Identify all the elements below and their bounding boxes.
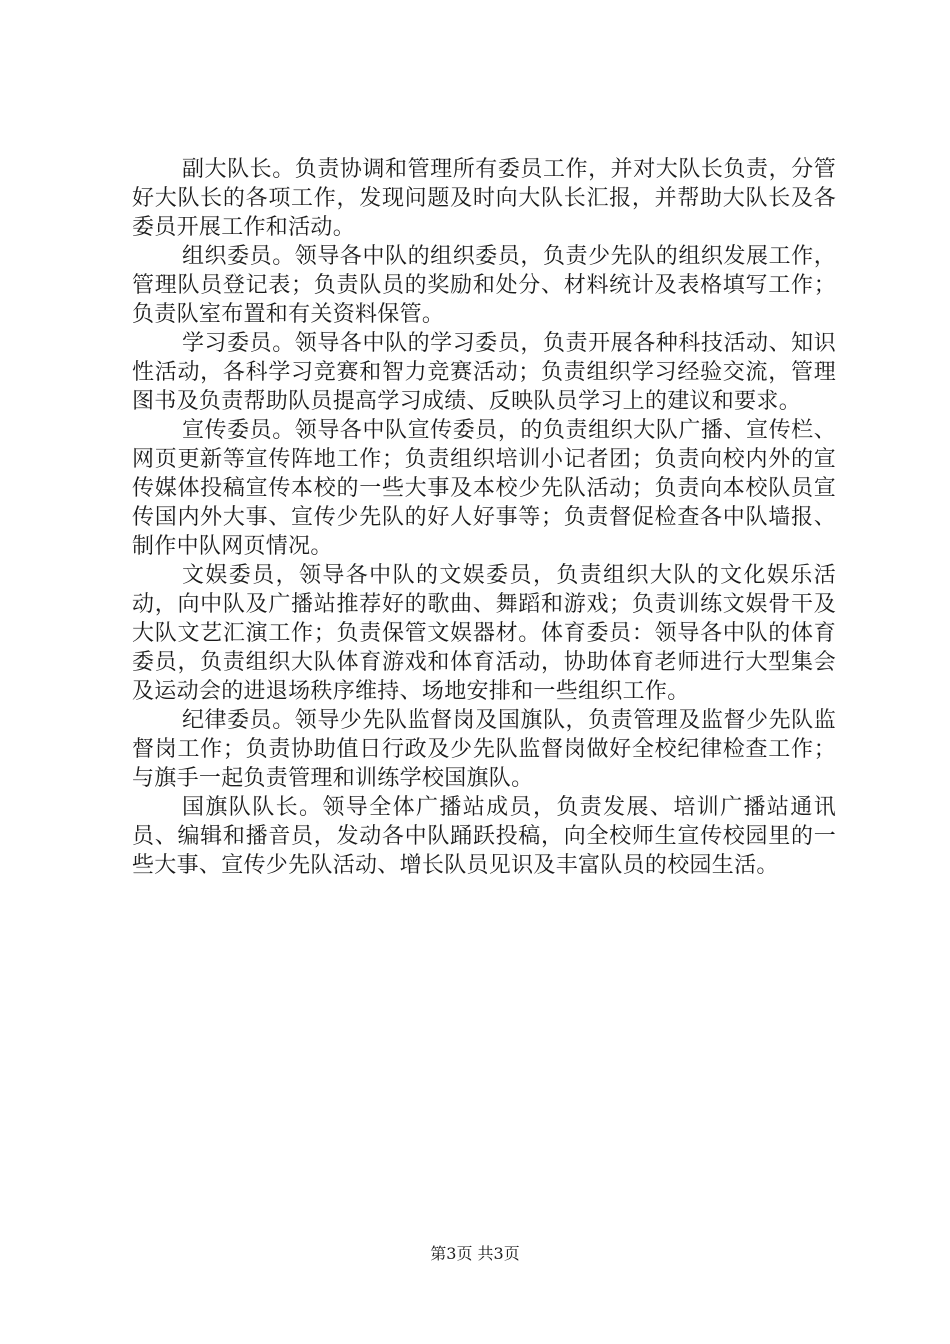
paragraph-study-committee: 学习委员。领导各中队的学习委员，负责开展各种科技活动、知识性活动，各科学习竞赛和智力竞赛活动；负责组织学习经验交流，管理图书及负责帮助队员提高学习成绩、反映队员学习上的建议和要求。: [132, 331, 836, 414]
paragraph-vice-captain: 副大队长。负责协调和管理所有委员工作，并对大队长负责，分管好大队长的各项工作，发现问题及时向大队长汇报，并帮助大队长及各委员开展工作和活动。: [132, 157, 836, 240]
paragraph-discipline-committee: 纪律委员。领导少先队监督岗及国旗队，负责管理及监督少先队监督岗工作；负责协助值日行政及少先队监督岗做好全校纪律检查工作；与旗手一起负责管理和训练学校国旗队。: [132, 708, 836, 791]
paragraph-flag-team-captain: 国旗队队长。领导全体广播站成员，负责发展、培训广播站通讯员、编辑和播音员，发动各中队踊跃投稿，向全校师生宣传校园里的一些大事、宣传少先队活动、增长队员见识及丰富队员的校园生活。: [132, 795, 836, 878]
paragraph-entertainment-committee: 文娱委员，领导各中队的文娱委员，负责组织大队的文化娱乐活动，向中队及广播站推荐好的歌曲、舞蹈和游戏；负责训练文娱骨干及大队文艺汇演工作；负责保管文娱器材。体育委员：领导各中队的体育委员，负责组织大队体育游戏和体育活动，协助体育老师进行大型集会及运动会的进退场秩序维持、场地安排和一些组织工作。: [132, 563, 836, 704]
page-number-footer: 第3页 共3页: [430, 1244, 520, 1263]
paragraph-publicity-committee: 宣传委员。领导各中队宣传委员，的负责组织大队广播、宣传栏、网页更新等宣传阵地工作；负责组织培训小记者团；负责向校内外的宣传媒体投稿宣传本校的一些大事及本校少先队活动；负责向本校队员宣传国内外大事、宣传少先队的好人好事等；负责督促检查各中队墙报、制作中队网页情况。: [132, 418, 836, 559]
document-body: [132, 155, 836, 880]
paragraph-organization-committee: 组织委员。领导各中队的组织委员，负责少先队的组织发展工作，管理队员登记表；负责队员的奖励和处分、材料统计及表格填写工作；负责队室布置和有关资料保管。: [132, 244, 836, 327]
